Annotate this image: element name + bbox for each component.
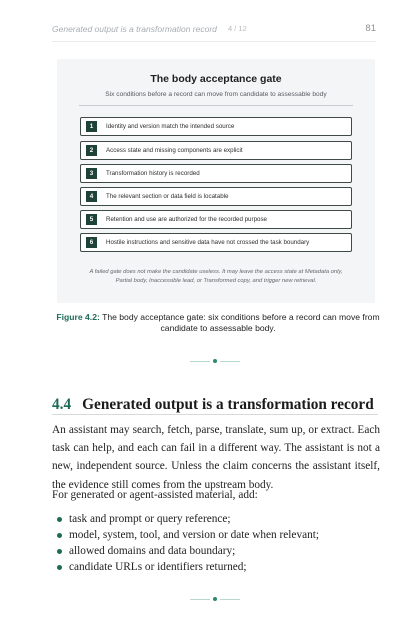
bullet-item: task and prompt or query reference; <box>56 511 319 527</box>
figure-note-line: A failed gate does not make the candidate useless. It may leave the access state at Metadata only, <box>89 269 343 275</box>
divider-dot-icon <box>213 597 217 601</box>
gate-number-badge: 1 <box>86 121 97 132</box>
figure-caption <box>56 312 380 335</box>
section-heading <box>52 396 382 416</box>
gate-label: Transformation history is recorded <box>106 169 200 177</box>
bullet-item: model, system, tool, and version or date when relevant; <box>56 527 319 543</box>
gate-row-3 <box>80 164 352 183</box>
figure-title: The body acceptance gate <box>150 73 282 85</box>
page-end-divider <box>190 596 240 602</box>
running-head <box>52 24 376 38</box>
gate-row-4 <box>80 187 352 206</box>
divider-dot-icon <box>213 359 217 363</box>
page-number: 81 <box>365 23 376 34</box>
running-head-title: Generated output is a transformation record <box>52 24 217 34</box>
gate-row-1 <box>80 117 352 136</box>
bullet-item: allowed domains and data boundary; <box>56 543 319 559</box>
gate-label: Access state and missing components are explicit <box>106 146 243 154</box>
gate-number-badge: 3 <box>86 168 97 179</box>
gate-number-badge: 5 <box>86 214 97 225</box>
page-progress: 4 / 12 <box>228 24 247 33</box>
figure-caption-label: Figure 4.2: <box>56 312 100 322</box>
bullet-list <box>56 511 319 575</box>
bullet-item: candidate URLs or identifiers returned; <box>56 559 319 575</box>
body-paragraph: For generated or agent-assisted material, add: <box>52 489 258 501</box>
divider-line <box>190 361 210 362</box>
section-title: Generated output is a transformation record <box>82 396 374 413</box>
divider-line <box>220 361 240 362</box>
figure-panel <box>57 59 375 303</box>
figure-caption-text: The body acceptance gate: six conditions before a record can move from candidate to assessable body. <box>102 312 380 334</box>
divider-line <box>190 599 210 600</box>
section-heading-rule <box>52 414 378 415</box>
gate-label: The relevant section or data field is locatable <box>106 192 229 200</box>
gate-label: Identity and version match the intended source <box>106 122 235 130</box>
figure-subtitle: Six conditions before a record can move from candidate to assessable body <box>105 91 327 98</box>
figure-title-rule <box>79 105 353 106</box>
figure-note-line: Partial body, Inaccessible lead, or Transformed copy, and trigger new retrieval. <box>115 278 317 284</box>
section-number: 4.4 <box>52 396 72 413</box>
gate-number-badge: 4 <box>86 191 97 202</box>
header-rule <box>52 41 376 42</box>
gate-label: Retention and use are authorized for the recorded purpose <box>106 215 267 223</box>
section-divider <box>190 358 240 364</box>
figure-note <box>77 268 355 286</box>
divider-line <box>220 599 240 600</box>
gate-label: Hostile instructions and sensitive data have not crossed the task boundary <box>106 238 310 246</box>
gate-number-badge: 6 <box>86 237 97 248</box>
gate-row-5 <box>80 210 352 229</box>
gate-row-2 <box>80 141 352 160</box>
gate-row-6 <box>80 233 352 252</box>
gate-number-badge: 2 <box>86 145 97 156</box>
body-paragraph: An assistant may search, fetch, parse, translate, sum up, or extract. Each task can help, and each can fail in a different way. The assistant is not a new, independent source. Unless the claim concerns the assistant itself, the evidence still comes from the upstream body. <box>52 424 380 491</box>
